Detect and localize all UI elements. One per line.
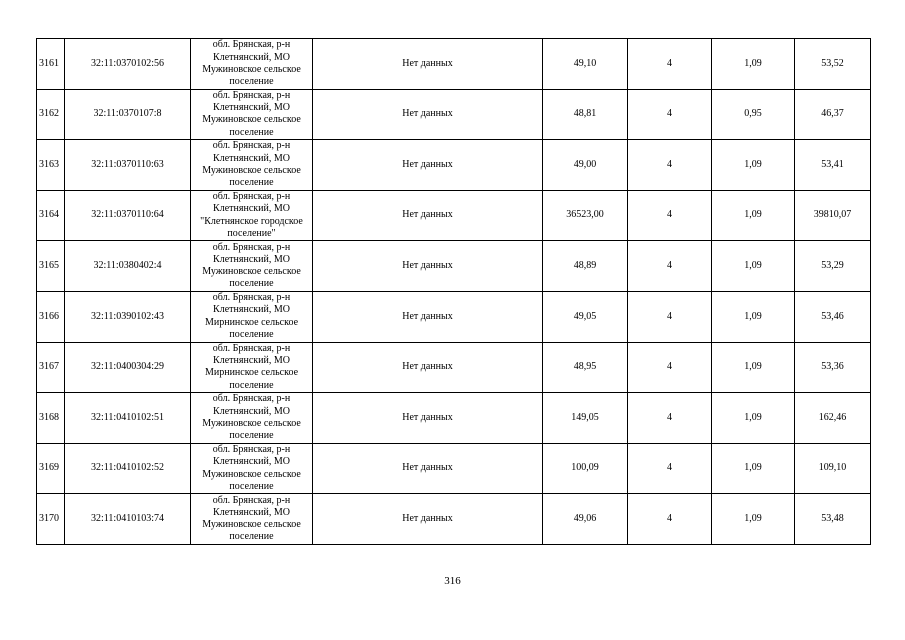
address-cell [191, 494, 313, 545]
area-cell: 49,05 [543, 291, 628, 342]
address-line: Мужиновское сельское [202, 63, 301, 75]
row-number-cell: 3163 [37, 140, 65, 191]
value-cell: 53,46 [795, 291, 871, 342]
address-cell [191, 443, 313, 494]
group-cell: 4 [628, 494, 712, 545]
address-line: Клетнянский, МО [213, 203, 290, 215]
address-line: поселение [229, 379, 274, 391]
table-row [37, 89, 871, 140]
address-line: Мужиновское сельское [202, 266, 301, 278]
address-cell [191, 39, 313, 90]
coefficient-cell: 1,09 [712, 342, 795, 393]
address-line: "Клетнянское городское [200, 215, 303, 227]
address-line: поселение [229, 531, 274, 543]
address-line: поселение [229, 177, 274, 189]
group-cell: 4 [628, 190, 712, 241]
address-line: Клетнянский, МО [213, 405, 290, 417]
table-row [37, 140, 871, 191]
table-row [37, 393, 871, 444]
cadastral-number-cell: 32:11:0380402:4 [65, 241, 191, 292]
value-cell: 109,10 [795, 443, 871, 494]
address-line: Мирнинское сельское [204, 367, 299, 379]
address-line: обл. Брянская, р-н [212, 190, 291, 202]
group-cell: 4 [628, 140, 712, 191]
address-line: обл. Брянская, р-н [212, 140, 291, 152]
address-line: обл. Брянская, р-н [212, 39, 291, 51]
page-number: 316 [444, 575, 461, 587]
note-cell: Нет данных [313, 494, 543, 545]
row-number-cell: 3165 [37, 241, 65, 292]
row-number-cell: 3162 [37, 89, 65, 140]
address-line: поселение [229, 278, 274, 290]
value-cell: 46,37 [795, 89, 871, 140]
note-cell: Нет данных [313, 190, 543, 241]
address-line: Клетнянский, МО [213, 304, 290, 316]
address-line: Мирнинское сельское [204, 316, 299, 328]
value-cell: 53,41 [795, 140, 871, 191]
area-cell: 149,05 [543, 393, 628, 444]
row-number-cell: 3166 [37, 291, 65, 342]
area-cell: 48,89 [543, 241, 628, 292]
address-line: обл. Брянская, р-н [212, 241, 291, 253]
coefficient-cell: 1,09 [712, 39, 795, 90]
address-line: обл. Брянская, р-н [212, 393, 291, 405]
address-line: Клетнянский, МО [213, 152, 290, 164]
area-cell: 49,06 [543, 494, 628, 545]
cadastral-number-cell: 32:11:0370110:63 [65, 140, 191, 191]
cadastral-number-cell: 32:11:0370107:8 [65, 89, 191, 140]
table-row [37, 342, 871, 393]
coefficient-cell: 0,95 [712, 89, 795, 140]
table-body [37, 39, 871, 545]
table-row [37, 443, 871, 494]
cadastral-number-cell: 32:11:0410102:52 [65, 443, 191, 494]
note-cell: Нет данных [313, 342, 543, 393]
group-cell: 4 [628, 443, 712, 494]
value-cell: 39810,07 [795, 190, 871, 241]
coefficient-cell: 1,09 [712, 190, 795, 241]
row-number-cell: 3164 [37, 190, 65, 241]
address-line: Клетнянский, МО [213, 506, 290, 518]
address-line: поселение [229, 76, 274, 88]
cadastral-number-cell: 32:11:0410102:51 [65, 393, 191, 444]
value-cell: 53,36 [795, 342, 871, 393]
address-line: поселение [229, 329, 274, 341]
address-cell [191, 241, 313, 292]
address-cell [191, 190, 313, 241]
address-cell [191, 89, 313, 140]
address-line: обл. Брянская, р-н [212, 292, 291, 304]
row-number-cell: 3170 [37, 494, 65, 545]
address-line: поселение [229, 430, 274, 442]
address-line: обл. Брянская, р-н [212, 494, 291, 506]
address-line: Клетнянский, МО [213, 355, 290, 367]
area-cell: 36523,00 [543, 190, 628, 241]
address-cell [191, 291, 313, 342]
cadastral-number-cell: 32:11:0370110:64 [65, 190, 191, 241]
address-cell [191, 393, 313, 444]
row-number-cell: 3161 [37, 39, 65, 90]
note-cell: Нет данных [313, 241, 543, 292]
cadastral-number-cell: 32:11:0370102:56 [65, 39, 191, 90]
address-line: Мужиновское сельское [202, 417, 301, 429]
cadastral-number-cell: 32:11:0410103:74 [65, 494, 191, 545]
group-cell: 4 [628, 291, 712, 342]
coefficient-cell: 1,09 [712, 140, 795, 191]
address-cell [191, 342, 313, 393]
row-number-cell: 3167 [37, 342, 65, 393]
note-cell: Нет данных [313, 140, 543, 191]
address-cell [191, 140, 313, 191]
area-cell: 100,09 [543, 443, 628, 494]
table-row [37, 39, 871, 90]
note-cell: Нет данных [313, 39, 543, 90]
coefficient-cell: 1,09 [712, 241, 795, 292]
address-line: Клетнянский, МО [213, 51, 290, 63]
address-line: Мужиновское сельское [202, 519, 301, 531]
address-line: поселение [229, 480, 274, 492]
address-line: Клетнянский, МО [213, 102, 290, 114]
coefficient-cell: 1,09 [712, 291, 795, 342]
address-line: поселение" [227, 227, 276, 239]
value-cell: 53,52 [795, 39, 871, 90]
note-cell: Нет данных [313, 89, 543, 140]
area-cell: 49,00 [543, 140, 628, 191]
table-row [37, 291, 871, 342]
coefficient-cell: 1,09 [712, 494, 795, 545]
group-cell: 4 [628, 39, 712, 90]
group-cell: 4 [628, 393, 712, 444]
coefficient-cell: 1,09 [712, 443, 795, 494]
note-cell: Нет данных [313, 443, 543, 494]
row-number-cell: 3169 [37, 443, 65, 494]
group-cell: 4 [628, 89, 712, 140]
cadastral-number-cell: 32:11:0390102:43 [65, 291, 191, 342]
group-cell: 4 [628, 241, 712, 292]
table-row [37, 494, 871, 545]
address-line: обл. Брянская, р-н [212, 342, 291, 354]
note-cell: Нет данных [313, 291, 543, 342]
value-cell: 53,29 [795, 241, 871, 292]
area-cell: 49,10 [543, 39, 628, 90]
address-line: обл. Брянская, р-н [212, 89, 291, 101]
table-row [37, 190, 871, 241]
value-cell: 162,46 [795, 393, 871, 444]
note-cell: Нет данных [313, 393, 543, 444]
coefficient-cell: 1,09 [712, 393, 795, 444]
area-cell: 48,81 [543, 89, 628, 140]
address-line: Мужиновское сельское [202, 164, 301, 176]
row-number-cell: 3168 [37, 393, 65, 444]
address-line: Мужиновское сельское [202, 114, 301, 126]
table-row [37, 241, 871, 292]
cadastral-number-cell: 32:11:0400304:29 [65, 342, 191, 393]
value-cell: 53,48 [795, 494, 871, 545]
address-line: Клетнянский, МО [213, 456, 290, 468]
area-cell: 48,95 [543, 342, 628, 393]
address-line: поселение [229, 126, 274, 138]
group-cell: 4 [628, 342, 712, 393]
address-line: обл. Брянская, р-н [212, 443, 291, 455]
address-line: Мужиновское сельское [202, 468, 301, 480]
address-line: Клетнянский, МО [213, 253, 290, 265]
registry-table [36, 38, 871, 545]
